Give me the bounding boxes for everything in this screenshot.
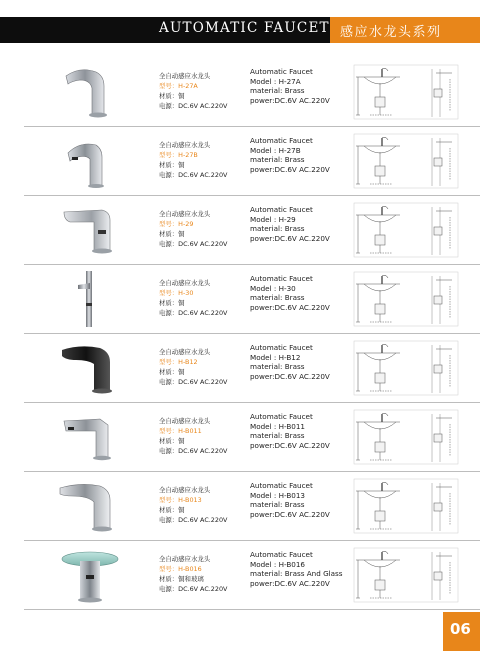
faucet-photo bbox=[50, 200, 130, 260]
power-en: power:DC.6V AC.220V bbox=[250, 164, 330, 174]
model-number-en: Model : H-B016 bbox=[250, 559, 305, 569]
faucet-photo bbox=[50, 545, 130, 605]
installation-diagram bbox=[352, 61, 460, 121]
power-en: power:DC.6V AC.220V bbox=[250, 233, 330, 243]
header-title-cn: 感应水龙头系列 bbox=[340, 25, 442, 40]
product-info-en bbox=[250, 274, 330, 312]
product-row bbox=[0, 196, 480, 265]
product-info-cn bbox=[159, 347, 227, 387]
product-name-en: Automatic Faucet bbox=[250, 67, 313, 76]
power-cn: 电源：DC.6V AC.220V bbox=[159, 240, 228, 248]
power-cn: 电源：DC.6V AC.220V bbox=[159, 171, 228, 179]
product-name-en: Automatic Faucet bbox=[250, 481, 313, 490]
model-number-cn: 型号：H-29 bbox=[159, 220, 194, 228]
installation-diagram bbox=[352, 406, 460, 466]
product-row bbox=[0, 403, 480, 472]
power-cn: 电源：DC.6V AC.220V bbox=[159, 447, 228, 455]
product-row bbox=[0, 334, 480, 403]
product-info-en bbox=[250, 412, 330, 450]
power-cn: 电源：DC.6V AC.220V bbox=[159, 516, 228, 524]
product-name-cn: 全自动感应水龙头 bbox=[159, 279, 211, 287]
faucet-photo bbox=[50, 407, 130, 467]
material-cn: 材质：铜 bbox=[159, 368, 185, 376]
product-name-cn: 全自动感应水龙头 bbox=[159, 348, 211, 356]
product-name-en: Automatic Faucet bbox=[250, 412, 313, 421]
power-en: power:DC.6V AC.220V bbox=[250, 509, 330, 519]
installation-diagram bbox=[352, 337, 460, 397]
product-name-en: Automatic Faucet bbox=[250, 136, 313, 145]
product-info-cn bbox=[159, 209, 227, 249]
product-info-cn bbox=[159, 278, 227, 318]
material-en: material: Brass bbox=[250, 155, 305, 165]
product-row bbox=[0, 58, 480, 127]
model-number-cn: 型号：H-B12 bbox=[159, 358, 198, 366]
material-cn: 材质：铜 bbox=[159, 92, 185, 100]
product-info-cn bbox=[159, 554, 227, 594]
model-number-en: Model : H-27A bbox=[250, 76, 301, 86]
product-info-cn bbox=[159, 140, 227, 180]
faucet-photo bbox=[50, 131, 130, 191]
product-name-cn: 全自动感应水龙头 bbox=[159, 417, 211, 425]
model-number-en: Model : H-30 bbox=[250, 283, 296, 293]
material-en: material: Brass bbox=[250, 500, 305, 510]
product-row bbox=[0, 127, 480, 196]
product-name-cn: 全自动感应水龙头 bbox=[159, 210, 211, 218]
faucet-photo bbox=[50, 62, 130, 122]
faucet-photo bbox=[50, 338, 130, 398]
material-en: material: Brass And Glass bbox=[250, 569, 343, 579]
product-info-cn bbox=[159, 416, 227, 456]
product-name-en: Automatic Faucet bbox=[250, 550, 313, 559]
material-en: material: Brass bbox=[250, 431, 305, 441]
power-cn: 电源：DC.6V AC.220V bbox=[159, 585, 228, 593]
installation-diagram bbox=[352, 199, 460, 259]
model-number-cn: 型号：H-27B bbox=[159, 151, 198, 159]
model-number-en: Model : H-27B bbox=[250, 145, 301, 155]
power-en: power:DC.6V AC.220V bbox=[250, 371, 330, 381]
power-cn: 电源：DC.6V AC.220V bbox=[159, 378, 228, 386]
model-number-cn: 型号：H-B011 bbox=[159, 427, 202, 435]
product-name-cn: 全自动感应水龙头 bbox=[159, 486, 211, 494]
model-number-en: Model : H-B011 bbox=[250, 421, 305, 431]
product-info-en bbox=[250, 67, 330, 105]
power-en: power:DC.6V AC.220V bbox=[250, 302, 330, 312]
installation-diagram bbox=[352, 544, 460, 604]
power-en: power:DC.6V AC.220V bbox=[250, 578, 330, 588]
product-info-en bbox=[250, 481, 330, 519]
installation-diagram bbox=[352, 130, 460, 190]
installation-diagram bbox=[352, 475, 460, 535]
product-info-en bbox=[250, 136, 330, 174]
header-title-en: AUTOMATIC FAUCET bbox=[159, 20, 330, 36]
model-number-en: Model : H-B013 bbox=[250, 490, 305, 500]
product-name-cn: 全自动感应水龙头 bbox=[159, 72, 211, 80]
product-name-cn: 全自动感应水龙头 bbox=[159, 555, 211, 563]
product-name-en: Automatic Faucet bbox=[250, 205, 313, 214]
model-number-cn: 型号：H-27A bbox=[159, 82, 198, 90]
model-number-cn: 型号：H-B013 bbox=[159, 496, 202, 504]
product-name-cn: 全自动感应水龙头 bbox=[159, 141, 211, 149]
header-bar bbox=[0, 17, 480, 43]
product-info-en bbox=[250, 343, 330, 381]
power-cn: 电源：DC.6V AC.220V bbox=[159, 309, 228, 317]
material-en: material: Brass bbox=[250, 86, 305, 96]
material-cn: 材质：铜 bbox=[159, 437, 185, 445]
model-number-en: Model : H-B12 bbox=[250, 352, 301, 362]
faucet-photo bbox=[50, 476, 130, 536]
material-en: material: Brass bbox=[250, 293, 305, 303]
installation-diagram bbox=[352, 268, 460, 328]
product-row bbox=[0, 265, 480, 334]
power-en: power:DC.6V AC.220V bbox=[250, 95, 330, 105]
product-info-en bbox=[250, 550, 343, 588]
material-en: material: Brass bbox=[250, 362, 305, 372]
product-info-cn bbox=[159, 485, 227, 525]
model-number-cn: 型号：H-B016 bbox=[159, 565, 202, 573]
material-cn: 材质：铜 bbox=[159, 299, 185, 307]
product-name-en: Automatic Faucet bbox=[250, 343, 313, 352]
product-info-en bbox=[250, 205, 330, 243]
model-number-cn: 型号：H-30 bbox=[159, 289, 194, 297]
page-number: 06 bbox=[450, 620, 471, 638]
material-cn: 材质：铜 bbox=[159, 161, 185, 169]
product-info-cn bbox=[159, 71, 227, 111]
material-cn: 材质：铜 bbox=[159, 230, 185, 238]
material-cn: 材质：铜 bbox=[159, 506, 185, 514]
material-en: material: Brass bbox=[250, 224, 305, 234]
product-row bbox=[0, 541, 480, 610]
model-number-en: Model : H-29 bbox=[250, 214, 296, 224]
material-cn: 材质：铜和玻璃 bbox=[159, 575, 204, 583]
power-cn: 电源：DC.6V AC.220V bbox=[159, 102, 228, 110]
power-en: power:DC.6V AC.220V bbox=[250, 440, 330, 450]
faucet-photo bbox=[50, 269, 130, 329]
product-name-en: Automatic Faucet bbox=[250, 274, 313, 283]
row-divider bbox=[24, 609, 480, 610]
product-row bbox=[0, 472, 480, 541]
